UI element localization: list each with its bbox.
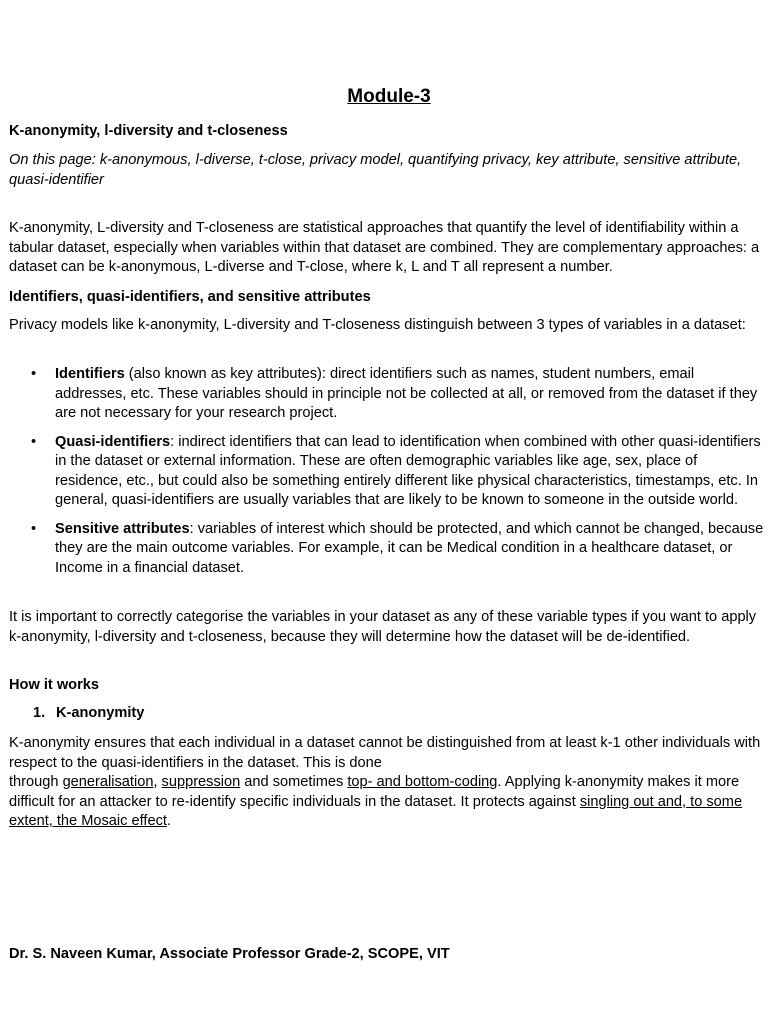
list-item-text: : variables of interest which should be protected, and which cannot be changed, because they are the main outcome variables. For example, it can be Medical condition in a healthcare dataset, or Income in a financial dataset. [55, 520, 764, 576]
on-this-page-summary: On this page: k-anonymous, l-diverse, t-close, privacy model, quantifying privacy, key attribute, sensitive attribute, quasi-identifier [9, 152, 742, 188]
text-run: . Applying k-anonymity makes it more difficult for an attacker to re-identify specific individuals in the dataset. It protects against [9, 774, 740, 810]
list-number: 1. [33, 705, 46, 721]
numbered-heading-kanonymity [33, 704, 144, 724]
text-run: . [166, 813, 171, 829]
text-run: and sometimes [240, 774, 348, 790]
text-run: , [153, 774, 162, 790]
variable-types-list [9, 365, 767, 587]
list-item-term: Sensitive attributes [55, 520, 190, 537]
numbered-heading-label: K-anonymity [56, 705, 145, 721]
bullet-icon: • [31, 366, 37, 382]
kanonymity-paragraph [9, 734, 767, 832]
list-item [9, 520, 767, 579]
link-generalisation[interactable]: generalisation [62, 774, 154, 790]
link-top-bottom-coding[interactable]: top- and bottom-coding [347, 774, 498, 790]
bullet-icon: • [31, 520, 37, 537]
list-item-text: (also known as key attributes): direct identifiers such as names, student numbers, email addresses, etc. These variables should in principle not be collected at all, or removed from the dataset if they are not necessary for your research project. [55, 366, 758, 421]
bullet-icon: • [31, 433, 37, 450]
link-suppression[interactable]: suppression [161, 774, 241, 790]
document-title: Module-3 [347, 86, 431, 107]
text-run: through [9, 774, 63, 790]
link-singling-out-mosaic-effect[interactable]: singling out and, to some extent, the Mosaic effect [9, 793, 743, 829]
variables-intro-paragraph: Privacy models like k-anonymity, L-diversity and T-closeness distinguish between 3 types of variables in a dataset: [9, 317, 746, 333]
list-item-text: : indirect identifiers that can lead to identification when combined with other quasi-identifiers in the dataset or external information. These are often demographic variables like age, sex, place of residence, etc., but could also be something entirely different like physical characteristics, timestamps, etc. In general, quasi-identifiers are usually variables that are likely to be known to someone in the outside world. [55, 433, 761, 508]
intro-paragraph: K-anonymity, L-diversity and T-closeness are statistical approaches that quantify the level of identifiability within a tabular dataset, especially when variables within that dataset are combined. They are complementary approaches: a dataset can be k-anonymous, L-diverse and T-close, where k, L and T all represent a number. [9, 220, 760, 275]
kanonymity-paragraph-rest [9, 773, 767, 832]
list-item-term: Quasi-identifiers [55, 433, 171, 450]
page-footer: Dr. S. Naveen Kumar, Associate Professor Grade-2, SCOPE, VIT [9, 946, 450, 962]
section-heading-how-it-works: How it works [9, 677, 100, 693]
categorise-paragraph: It is important to correctly categorise the variables in your dataset as any of these variable types if you want to apply k-anonymity, l-diversity and t-closeness, because they will determine how the dataset will be de-identified. [9, 609, 757, 645]
list-item [9, 433, 767, 511]
list-item [9, 365, 767, 424]
section-heading-identifiers: Identifiers, quasi-identifiers, and sensitive attributes [9, 289, 371, 305]
kanonymity-paragraph-line1: K-anonymity ensures that each individual in a dataset cannot be distinguished from at least k-1 other individuals with respect to the quasi-identifiers in the dataset. This is done [9, 735, 761, 771]
section-heading-kanonymity: K-anonymity, l-diversity and t-closeness [9, 123, 288, 139]
list-item-term: Identifiers [55, 366, 125, 382]
